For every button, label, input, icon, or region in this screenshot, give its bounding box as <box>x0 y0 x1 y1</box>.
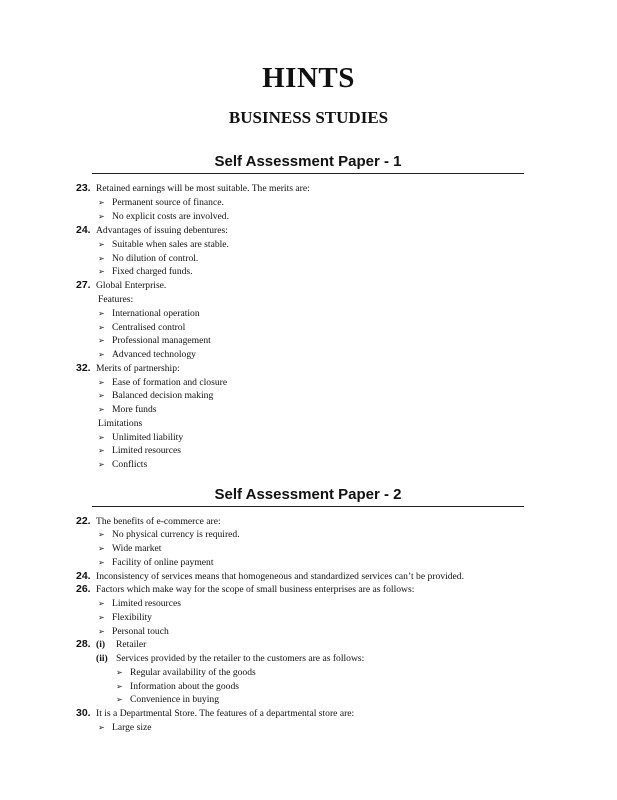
arrowhead-bullet-icon: ➢ <box>98 350 105 359</box>
arrowhead-bullet-icon: ➢ <box>98 723 105 732</box>
arrowhead-bullet-icon: ➢ <box>98 558 105 567</box>
page-title: HINTS <box>262 62 355 94</box>
bullet-item: ➢ Centralised control <box>98 322 186 333</box>
question-28 <box>76 638 146 652</box>
arrowhead-bullet-icon: ➢ <box>98 336 105 345</box>
question-number: 24. <box>76 570 91 582</box>
question-text: Retained earnings will be most suitable. The merits are: <box>96 183 310 194</box>
arrowhead-bullet-icon: ➢ <box>98 544 105 553</box>
bullet-item: ➢ No dilution of control. <box>98 253 199 264</box>
part-text: Retailer <box>116 639 147 650</box>
bullet-item: ➢ Permanent source of finance. <box>98 197 224 208</box>
arrowhead-bullet-icon: ➢ <box>116 682 123 691</box>
question-23 <box>76 182 310 196</box>
bullet-item: ➢ Wide market <box>98 543 162 554</box>
question-number: 30. <box>76 707 91 719</box>
sub-label: Features: <box>98 294 134 305</box>
arrowhead-bullet-icon: ➢ <box>98 254 105 263</box>
question-number: 24. <box>76 224 91 236</box>
arrowhead-bullet-icon: ➢ <box>98 433 105 442</box>
bullet-item: ➢ Convenience in buying <box>116 694 219 705</box>
question-26 <box>76 583 414 597</box>
bullet-item: ➢ Personal touch <box>98 626 169 637</box>
question-24 <box>76 224 228 238</box>
bullet-item: ➢ Ease of formation and closure <box>98 377 228 388</box>
question-text: Factors which make way for the scope of small business enterprises are as follows: <box>96 584 415 595</box>
arrowhead-bullet-icon: ➢ <box>116 695 123 704</box>
question-number: 27. <box>76 279 91 291</box>
part-text: Services provided by the retailer to the customers are as follows: <box>116 653 365 664</box>
arrowhead-bullet-icon: ➢ <box>98 378 105 387</box>
question-text: Global Enterprise. <box>96 280 167 291</box>
arrowhead-bullet-icon: ➢ <box>98 627 105 636</box>
arrowhead-bullet-icon: ➢ <box>116 668 123 677</box>
bullet-item: ➢ Flexibility <box>98 612 152 623</box>
bullet-item: ➢ Suitable when sales are stable. <box>98 239 229 250</box>
bullet-item: ➢ Conflicts <box>98 459 148 470</box>
arrowhead-bullet-icon: ➢ <box>98 405 105 414</box>
question-22 <box>76 515 221 529</box>
arrowhead-bullet-icon: ➢ <box>98 613 105 622</box>
question-number: 28. <box>76 638 91 650</box>
arrowhead-bullet-icon: ➢ <box>98 460 105 469</box>
question-28-part-2 <box>96 652 364 666</box>
arrowhead-bullet-icon: ➢ <box>98 309 105 318</box>
question-24 <box>76 570 464 584</box>
bullet-item: ➢ Information about the goods <box>116 681 239 692</box>
question-text: The benefits of e-commerce are: <box>96 516 221 527</box>
bullet-item: ➢ No explicit costs are involved. <box>98 211 229 222</box>
bullet-item: ➢ Facility of online payment <box>98 557 214 568</box>
page-subtitle: BUSINESS STUDIES <box>228 108 389 127</box>
question-number: 32. <box>76 362 91 374</box>
question-text: Merits of partnership: <box>96 363 180 374</box>
part-label: (ii) <box>96 653 108 664</box>
question-number: 26. <box>76 583 91 595</box>
question-30 <box>76 707 354 721</box>
bullet-item: ➢ International operation <box>98 308 200 319</box>
section-heading-paper-2: Self Assessment Paper - 2 <box>92 486 524 507</box>
bullet-item: ➢ Unlimited liability <box>98 432 184 443</box>
bullet-item: ➢ Advanced technology <box>98 349 196 360</box>
section-heading-paper-1: Self Assessment Paper - 1 <box>92 153 524 174</box>
bullet-item: ➢ More funds <box>98 404 157 415</box>
question-27 <box>76 279 166 293</box>
part-label: (i) <box>96 639 106 650</box>
arrowhead-bullet-icon: ➢ <box>98 599 105 608</box>
bullet-item: ➢ Professional management <box>98 335 211 346</box>
question-text: It is a Departmental Store. The features of a departmental store are: <box>96 708 355 719</box>
bullet-item: ➢ Balanced decision making <box>98 390 214 401</box>
question-32 <box>76 362 180 376</box>
bullet-item: ➢ Limited resources <box>98 598 181 609</box>
arrowhead-bullet-icon: ➢ <box>98 198 105 207</box>
bullet-item: ➢ No physical currency is required. <box>98 529 240 540</box>
sub-label: Limitations <box>98 418 143 429</box>
bullet-item: ➢ Fixed charged funds. <box>98 266 193 277</box>
arrowhead-bullet-icon: ➢ <box>98 267 105 276</box>
arrowhead-bullet-icon: ➢ <box>98 530 105 539</box>
arrowhead-bullet-icon: ➢ <box>98 240 105 249</box>
question-text: Advantages of issuing debentures: <box>96 225 228 236</box>
arrowhead-bullet-icon: ➢ <box>98 323 105 332</box>
bullet-item: ➢ Regular availability of the goods <box>116 667 256 678</box>
arrowhead-bullet-icon: ➢ <box>98 446 105 455</box>
bullet-item: ➢ Limited resources <box>98 445 181 456</box>
bullet-item: ➢ Large size <box>98 722 152 733</box>
question-text: Inconsistency of services means that homogeneous and standardized services can’t be provided. <box>96 571 464 582</box>
question-number: 22. <box>76 515 91 527</box>
arrowhead-bullet-icon: ➢ <box>98 212 105 221</box>
question-number: 23. <box>76 182 91 194</box>
arrowhead-bullet-icon: ➢ <box>98 391 105 400</box>
